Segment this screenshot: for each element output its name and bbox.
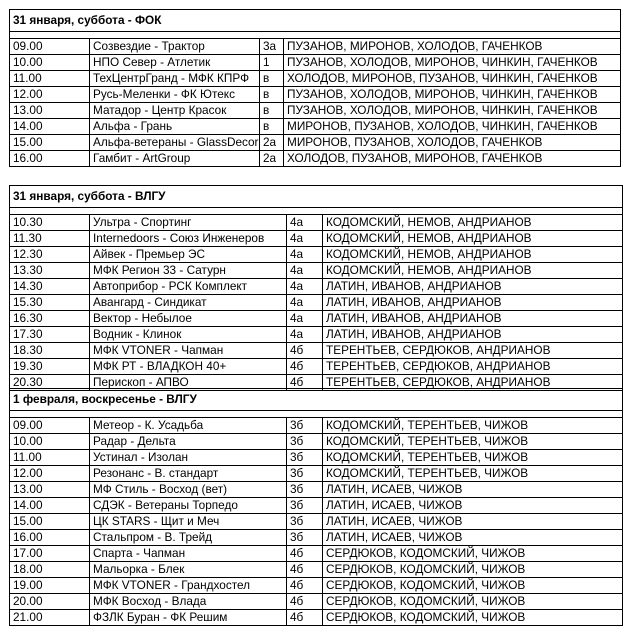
match-teams: Созвездие - Трактор (90, 39, 260, 55)
section-title: 31 января, суббота - ВЛГУ (10, 186, 623, 208)
match-time: 13.00 (10, 103, 90, 119)
match-time: 12.00 (10, 466, 90, 482)
match-time: 14.00 (10, 498, 90, 514)
match-teams: Айвек - Премьер ЭС (90, 247, 287, 263)
match-teams: Стальпром - В. Трейд (90, 530, 287, 546)
match-time: 16.00 (10, 151, 90, 167)
spacer-row (10, 208, 623, 215)
match-teams: Вектор - Небылое (90, 311, 287, 327)
match-time: 10.30 (10, 215, 90, 231)
match-field: 4б (287, 578, 323, 594)
match-field: в (260, 119, 284, 135)
match-teams: МФК Восход - Влада (90, 594, 287, 610)
match-field: 4б (287, 343, 323, 359)
table-row (10, 279, 623, 295)
match-field: 4б (287, 610, 323, 626)
table-row (10, 263, 623, 279)
match-field: 3а (260, 39, 284, 55)
match-field: 3б (287, 418, 323, 434)
table-row (10, 231, 623, 247)
match-field: 3б (287, 530, 323, 546)
section-header-row (10, 10, 621, 32)
match-time: 12.30 (10, 247, 90, 263)
schedule-table-vlgu-feb1 (9, 388, 623, 626)
table-row (10, 311, 623, 327)
match-field: 2а (260, 151, 284, 167)
match-time: 12.00 (10, 87, 90, 103)
match-field: 3б (287, 498, 323, 514)
match-time: 15.00 (10, 514, 90, 530)
section-header-row (10, 186, 623, 208)
match-field: 4а (287, 263, 323, 279)
match-field: 3б (287, 482, 323, 498)
match-teams: Internedoors - Союз Инженеров (90, 231, 287, 247)
match-referees: ПУЗАНОВ, ХОЛОДОВ, МИРОНОВ, ЧИНКИН, ГАЧЕНКОВ (284, 55, 621, 71)
match-referees: КОДОМСКИЙ, НЕМОВ, АНДРИАНОВ (323, 247, 623, 263)
table-row (10, 530, 623, 546)
match-referees: КОДОМСКИЙ, ТЕРЕНТЬЕВ, ЧИЖОВ (323, 466, 623, 482)
match-teams: Резонанс - В. стандарт (90, 466, 287, 482)
match-time: 18.00 (10, 562, 90, 578)
match-referees: КОДОМСКИЙ, НЕМОВ, АНДРИАНОВ (323, 215, 623, 231)
table-row (10, 498, 623, 514)
spacer-row (10, 411, 623, 418)
match-referees: КОДОМСКИЙ, ТЕРЕНТЬЕВ, ЧИЖОВ (323, 418, 623, 434)
table-row (10, 434, 623, 450)
match-field: 1 (260, 55, 284, 71)
section-title: 31 января, суббота - ФОК (10, 10, 621, 32)
match-field: 4б (287, 375, 323, 391)
match-field: 2а (260, 135, 284, 151)
match-teams: Русь-Меленки - ФК Ютекс (90, 87, 260, 103)
match-referees: КОДОМСКИЙ, ТЕРЕНТЬЕВ, ЧИЖОВ (323, 434, 623, 450)
table-row (10, 247, 623, 263)
match-referees: МИРОНОВ, ПУЗАНОВ, ХОЛОДОВ, ЧИНКИН, ГАЧЕНКОВ (284, 119, 621, 135)
match-field: 3б (287, 434, 323, 450)
match-referees: ЛАТИН, ИВАНОВ, АНДРИАНОВ (323, 295, 623, 311)
match-referees: КОДОМСКИЙ, НЕМОВ, АНДРИАНОВ (323, 263, 623, 279)
match-referees: МИРОНОВ, ПУЗАНОВ, ХОЛОДОВ, ГАЧЕНКОВ (284, 135, 621, 151)
table-row (10, 514, 623, 530)
match-referees: ПУЗАНОВ, ХОЛОДОВ, МИРОНОВ, ЧИНКИН, ГАЧЕНКОВ (284, 87, 621, 103)
match-field: 4а (287, 215, 323, 231)
match-time: 20.30 (10, 375, 90, 391)
match-field: в (260, 71, 284, 87)
match-referees: СЕРДЮКОВ, КОДОМСКИЙ, ЧИЖОВ (323, 578, 623, 594)
match-time: 19.00 (10, 578, 90, 594)
table-row (10, 103, 621, 119)
match-field: 4б (287, 359, 323, 375)
match-time: 10.00 (10, 434, 90, 450)
match-referees: ЛАТИН, ИВАНОВ, АНДРИАНОВ (323, 311, 623, 327)
match-time: 16.30 (10, 311, 90, 327)
match-referees: ПУЗАНОВ, МИРОНОВ, ХОЛОДОВ, ГАЧЕНКОВ (284, 39, 621, 55)
match-field: 4б (287, 562, 323, 578)
table-row (10, 482, 623, 498)
table-row (10, 151, 621, 167)
match-field: 4а (287, 247, 323, 263)
match-time: 20.00 (10, 594, 90, 610)
match-time: 14.30 (10, 279, 90, 295)
match-teams: Спарта - Чапман (90, 546, 287, 562)
match-referees: ЛАТИН, ИСАЕВ, ЧИЖОВ (323, 482, 623, 498)
match-teams: Водник - Клинок (90, 327, 287, 343)
table-row (10, 343, 623, 359)
match-referees: СЕРДЮКОВ, КОДОМСКИЙ, ЧИЖОВ (323, 610, 623, 626)
match-referees: КОДОМСКИЙ, ТЕРЕНТЬЕВ, ЧИЖОВ (323, 450, 623, 466)
match-teams: МФК VTONER - Чапман (90, 343, 287, 359)
match-time: 10.00 (10, 55, 90, 71)
match-teams: Альфа - Грань (90, 119, 260, 135)
match-teams: Перископ - АПВО (90, 375, 287, 391)
match-referees: СЕРДЮКОВ, КОДОМСКИЙ, ЧИЖОВ (323, 562, 623, 578)
match-teams: Матадор - Центр Красок (90, 103, 260, 119)
match-teams: Альфа-ветераны - GlassDecor (90, 135, 260, 151)
match-referees: ХОЛОДОВ, ПУЗАНОВ, МИРОНОВ, ГАЧЕНКОВ (284, 151, 621, 167)
match-teams: Ультра - Спортинг (90, 215, 287, 231)
match-field: в (260, 87, 284, 103)
table-row (10, 119, 621, 135)
match-field: 4а (287, 279, 323, 295)
table-row (10, 546, 623, 562)
match-time: 19.30 (10, 359, 90, 375)
section-title: 1 февраля, воскресенье - ВЛГУ (10, 389, 623, 411)
match-teams: МФК VTONER - Грандхостел (90, 578, 287, 594)
match-field: 4а (287, 311, 323, 327)
match-time: 11.30 (10, 231, 90, 247)
match-teams: Метеор - К. Усадьба (90, 418, 287, 434)
table-row (10, 450, 623, 466)
table-row (10, 215, 623, 231)
match-referees: ПУЗАНОВ, ХОЛОДОВ, МИРОНОВ, ЧИНКИН, ГАЧЕНКОВ (284, 103, 621, 119)
match-teams: НПО Север - Атлетик (90, 55, 260, 71)
match-time: 21.00 (10, 610, 90, 626)
match-referees: ТЕРЕНТЬЕВ, СЕРДЮКОВ, АНДРИАНОВ (323, 359, 623, 375)
match-teams: Мальорка - Блек (90, 562, 287, 578)
match-time: 18.30 (10, 343, 90, 359)
match-time: 17.30 (10, 327, 90, 343)
match-time: 17.00 (10, 546, 90, 562)
match-teams: МФК РТ - ВЛАДКОН 40+ (90, 359, 287, 375)
match-time: 13.00 (10, 482, 90, 498)
table-row (10, 562, 623, 578)
match-referees: ЛАТИН, ИВАНОВ, АНДРИАНОВ (323, 279, 623, 295)
match-time: 16.00 (10, 530, 90, 546)
match-referees: ЛАТИН, ИВАНОВ, АНДРИАНОВ (323, 327, 623, 343)
match-referees: СЕРДЮКОВ, КОДОМСКИЙ, ЧИЖОВ (323, 594, 623, 610)
match-field: 4а (287, 327, 323, 343)
match-referees: ЛАТИН, ИСАЕВ, ЧИЖОВ (323, 530, 623, 546)
table-row (10, 594, 623, 610)
match-teams: ЦК STARS - Щит и Меч (90, 514, 287, 530)
table-row (10, 610, 623, 626)
section-header-row (10, 389, 623, 411)
match-referees: ТЕРЕНТЬЕВ, СЕРДЮКОВ, АНДРИАНОВ (323, 343, 623, 359)
table-row (10, 418, 623, 434)
match-time: 15.30 (10, 295, 90, 311)
match-time: 11.00 (10, 450, 90, 466)
match-teams: МФ Стиль - Восход (вет) (90, 482, 287, 498)
table-row (10, 578, 623, 594)
match-field: 3б (287, 514, 323, 530)
table-row (10, 71, 621, 87)
match-referees: КОДОМСКИЙ, НЕМОВ, АНДРИАНОВ (323, 231, 623, 247)
match-time: 09.00 (10, 39, 90, 55)
match-teams: Гамбит - ArtGroup (90, 151, 260, 167)
match-field: 4б (287, 546, 323, 562)
match-field: в (260, 103, 284, 119)
table-row (10, 39, 621, 55)
match-field: 4а (287, 231, 323, 247)
match-teams: МФК Регион 33 - Сатурн (90, 263, 287, 279)
match-referees: ЛАТИН, ИСАЕВ, ЧИЖОВ (323, 514, 623, 530)
match-field: 3б (287, 466, 323, 482)
match-field: 4б (287, 594, 323, 610)
table-row (10, 359, 623, 375)
match-teams: ТехЦентрГранд - МФК КПРФ (90, 71, 260, 87)
table-row (10, 327, 623, 343)
match-teams: ФЗЛК Буран - ФК Решим (90, 610, 287, 626)
match-teams: Радар - Дельта (90, 434, 287, 450)
match-field: 4а (287, 295, 323, 311)
table-row (10, 135, 621, 151)
match-time: 14.00 (10, 119, 90, 135)
table-row (10, 55, 621, 71)
match-time: 11.00 (10, 71, 90, 87)
table-row (10, 466, 623, 482)
schedule-table-fok (9, 9, 621, 167)
table-row (10, 295, 623, 311)
match-field: 3б (287, 450, 323, 466)
match-teams: Устинал - Изолан (90, 450, 287, 466)
table-row (10, 87, 621, 103)
match-referees: ТЕРЕНТЬЕВ, СЕРДЮКОВ, АНДРИАНОВ (323, 375, 623, 391)
spacer-row (10, 32, 621, 39)
match-teams: Автоприбор - РСК Комплект (90, 279, 287, 295)
match-teams: СДЭК - Ветераны Торпедо (90, 498, 287, 514)
schedule-table-vlgu-jan31 (9, 185, 623, 391)
match-time: 09.00 (10, 418, 90, 434)
match-teams: Авангард - Синдикат (90, 295, 287, 311)
match-referees: ХОЛОДОВ, МИРОНОВ, ПУЗАНОВ, ЧИНКИН, ГАЧЕНКОВ (284, 71, 621, 87)
match-time: 13.30 (10, 263, 90, 279)
match-referees: ЛАТИН, ИСАЕВ, ЧИЖОВ (323, 498, 623, 514)
match-referees: СЕРДЮКОВ, КОДОМСКИЙ, ЧИЖОВ (323, 546, 623, 562)
match-time: 15.00 (10, 135, 90, 151)
